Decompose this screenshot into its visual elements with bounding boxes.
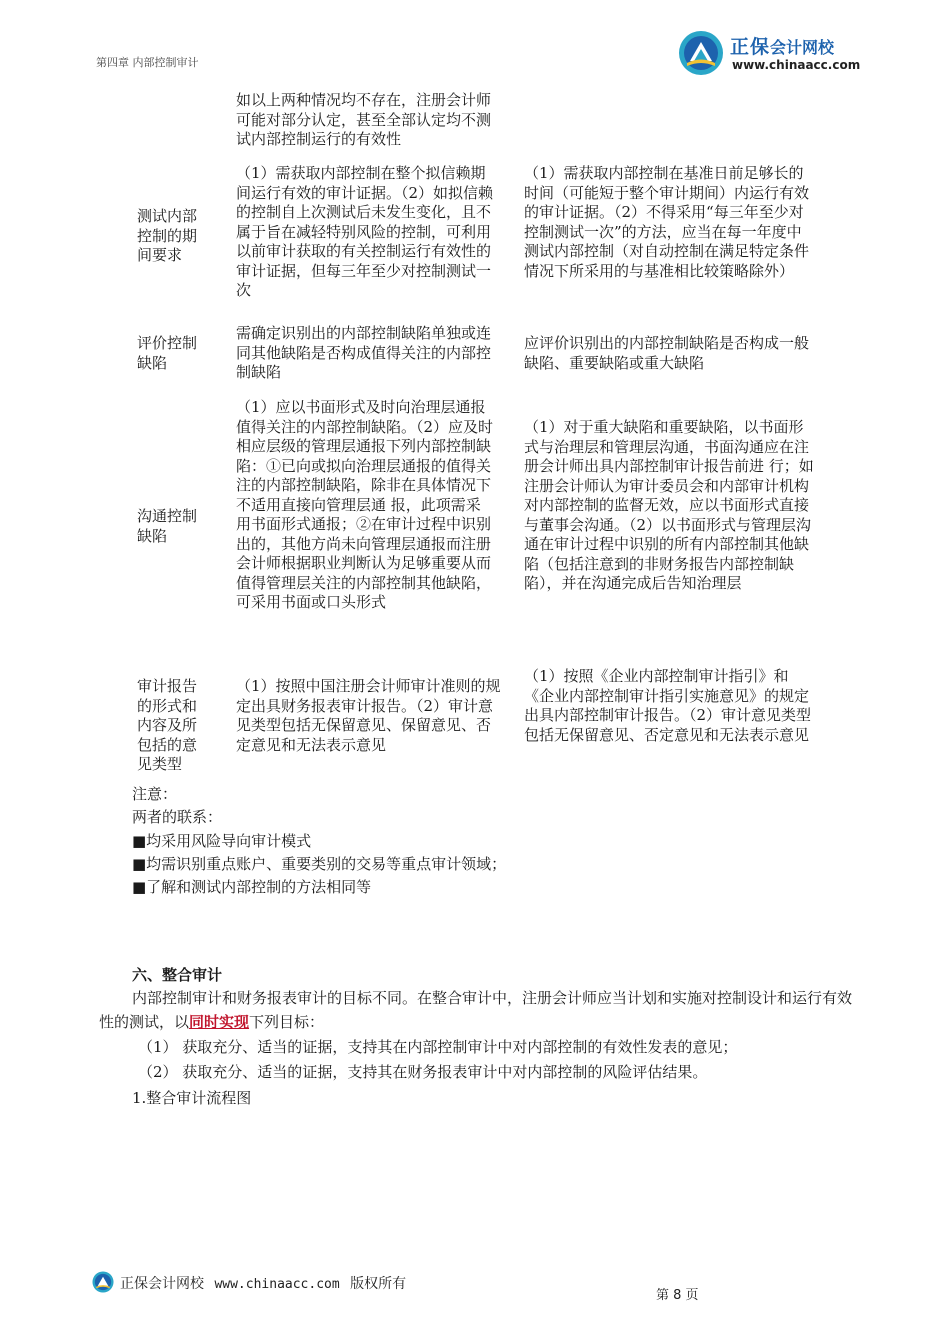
row-left-report-form: （1）按照中国注册会计师审计准则的规定出具财务报表审计报告。（2）审计意见类型包括无保留意见、保留意见、否定意见和无法表示意见 bbox=[236, 677, 501, 754]
row-right-communicate-deficiency: （1）对于重大缺陷和重要缺陷，以书面形式与治理层和管理层沟通，书面沟通应在注册会计师出具内部控制审计报告前进 行；如注册会计师认为审计委员会和内部审计机构对内部控制的监督无效，应以书面形式直接与董事会沟通。（2）以书面形式与管理层沟通在审计过程中识别的所有内部控制其他缺陷（包括注意到的非财务报告内部控制缺陷），并在沟通完成后告知治理层 bbox=[524, 418, 814, 592]
logo-brand-main: 正保 bbox=[730, 36, 771, 58]
section-title: 六、整合审计 bbox=[132, 966, 223, 984]
footer-rights: 版权所有 bbox=[350, 1276, 407, 1292]
section-paragraph bbox=[99, 987, 859, 1034]
row-left-communicate-deficiency: （1）应以书面形式及时向治理层通报值得关注的内部控制缺陷。（2）应及时相应层级的管理层通报下列内部控制缺陷：①已向或拟向治理层通报的值得关注的内部控制缺陷，除非在具体情况下不适用直接向管理层通 报，此项需采用书面形式通报；②在审计过程中识别出的，其他方尚未向管理层通报而注册会计师根据职业判断认为足够重要从而值得管理层关注的内部控制其他缺陷，可采用书面或口头形式 bbox=[236, 398, 494, 611]
row-label-test-period: 测试内部控制的期间要求 bbox=[137, 207, 198, 264]
logo-brand-sub: 会计网校 bbox=[770, 38, 835, 57]
footer-logo-icon bbox=[92, 1271, 114, 1293]
row-label-evaluate-deficiency: 评价控制缺陷 bbox=[137, 334, 198, 372]
row-right-report-form: （1）按照《企业内部控制审计指引》和《企业内部控制审计指引实施意见》的规定出具内部控制审计报告。（2）审计意见类型包括无保留意见、否定意见和无法表示意见 bbox=[524, 667, 812, 744]
section-subheading: 1.整合审计流程图 bbox=[132, 1089, 252, 1107]
note-bullet-3: ■了解和测试内部控制的方法相同等 bbox=[132, 878, 372, 896]
row-left-report-clip bbox=[236, 677, 508, 763]
note-bullet-3-clip bbox=[132, 876, 552, 896]
section-item-1: （1） 获取充分、适当的证据，支持其在内部控制审计中对内部控制的有效性发表的意见； bbox=[138, 1038, 738, 1056]
note-heading: 注意： bbox=[132, 785, 178, 803]
row-left-evaluate-deficiency: 需确定识别出的内部控制缺陷单独或连同其他缺陷是否构成值得关注的内部控制缺陷 bbox=[236, 324, 492, 381]
section-para-before: 内部控制审计和财务报表审计的目标不同。在整合审计中，注册会计师应当计划和实施对控制设计和运行有效性的测试，以 bbox=[99, 989, 853, 1031]
section-item-2: （2） 获取充分、适当的证据，支持其在财务报表审计中对内部控制的风险评估结果。 bbox=[138, 1063, 708, 1081]
footer-brand: 正保会计网校 bbox=[120, 1276, 204, 1292]
row-label-report-form: 审计报告的形式和内容及所包括的意见类型 bbox=[137, 677, 198, 773]
row-label-report-clip bbox=[137, 677, 209, 773]
logo-url: www.chinaacc.com bbox=[732, 58, 861, 72]
note-bullet-2: ■均需识别重点账户、重要类别的交易等重点审计领域； bbox=[132, 855, 507, 873]
section-para-after: 下列目标： bbox=[249, 1012, 325, 1031]
footer-page-clip bbox=[656, 1284, 706, 1303]
table-continuation-text: 如以上两种情况均不存在，注册会计师可能对部分认定，甚至全部认定均不测试内部控制运行的有效性 bbox=[236, 91, 492, 148]
header-chapter-stub: 第四章 内部控制审计 bbox=[96, 56, 199, 69]
footer-page-number: 第 8 页 bbox=[656, 1288, 699, 1303]
section-subheading-clip bbox=[132, 1087, 332, 1107]
chinaacc-logo[interactable] bbox=[678, 28, 868, 78]
note-relation: 两者的联系： bbox=[132, 808, 223, 826]
row-label-communicate-deficiency: 沟通控制缺陷 bbox=[137, 507, 198, 545]
row-left-test-period: （1）需获取内部控制在整个拟信赖期间运行有效的审计证据。（2）如拟信赖的控制自上次测试后未发生变化，且不属于旨在减轻特别风险的控制，可利用以前审计获取的有关控制运行有效性的审计证据，但每三年至少对控制测试一次 bbox=[236, 164, 494, 299]
row-right-test-period: （1）需获取内部控制在基准日前足够长的时间（可能短于整个审计期间）内运行有效的审计证据。（2）不得采用“每三年至少对控制测试一次”的方法，应当在每一年度中测试内部控制（对自动控制在满足特定条件情况下所采用的与基准相比较策略除外） bbox=[524, 164, 810, 280]
section-para-highlight: 同时实现 bbox=[189, 1012, 250, 1031]
row-right-evaluate-deficiency: 应评价识别出的内部控制缺陷是否构成一般缺陷、重要缺陷或重大缺陷 bbox=[524, 334, 810, 372]
logo-emblem-icon bbox=[678, 30, 724, 76]
footer-url[interactable]: www.chinaacc.com bbox=[214, 1277, 340, 1292]
note-bullet-1: ■均采用风险导向审计模式 bbox=[132, 832, 312, 850]
